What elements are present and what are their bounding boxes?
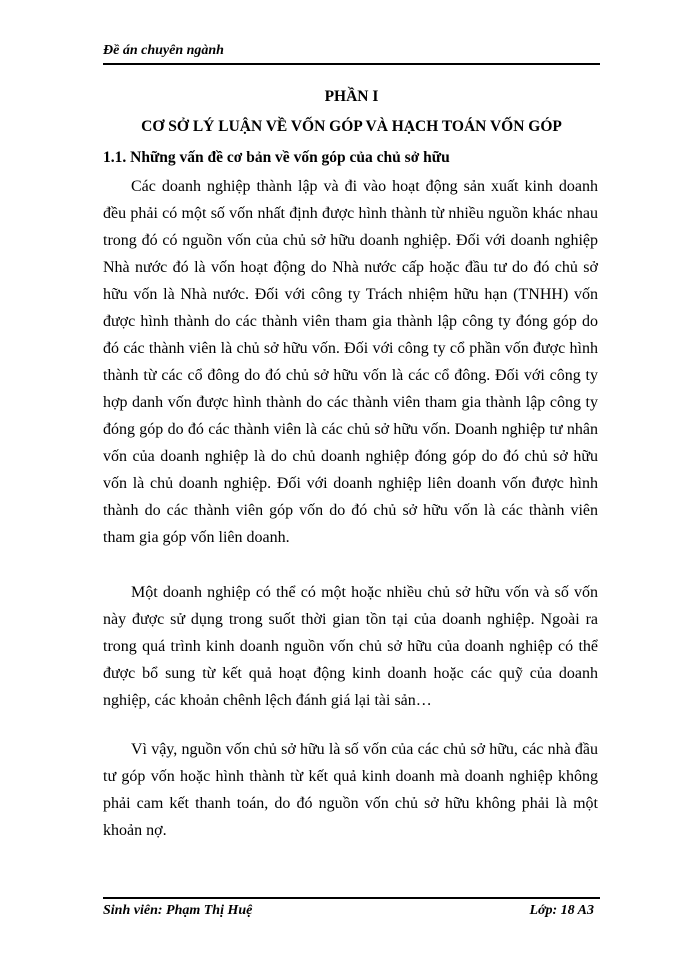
paragraph-owner-capital-sources: Các doanh nghiệp thành lập và đi vào hoạt động sản xuất kinh doanh đều phải có một số vốn nhất định được hình thành từ nhiều nguồn khác nhau trong đó có nguồn vốn của chủ sở hữu doanh nghiệp. Đối với doanh nghiệp Nhà nước đó là vốn hoạt động do Nhà nước cấp hoặc đầu tư do đó chủ sở hữu vốn là Nhà nước. Đối với công ty Trách nhiệm hữu hạn (TNHH) vốn được hình thành do các thành viên tham gia thành lập công ty đóng góp do đó các thành viên là chủ sở hữu vốn. Đối với công ty cổ phần vốn được hình thành từ các cổ đông do đó chủ sở hữu vốn là các cổ đông. Đối với công ty hợp danh vốn được hình thành do các thành viên tham gia thành lập công ty đóng góp do đó các thành viên là các chủ sở hữu vốn. Doanh nghiệp tư nhân vốn của doanh nghiệp là do chủ doanh nghiệp đóng góp do đó chủ sở hữu vốn là chủ doanh nghiệp. Đối với doanh nghiệp liên doanh vốn được hình thành do các thành viên góp vốn do đó chủ sở hữu vốn là các thành viên tham gia góp vốn liên doanh. bbox=[103, 178, 598, 546]
page-header: Đề án chuyên ngành bbox=[103, 43, 224, 58]
footer-class: Lớp: 18 A3 bbox=[529, 903, 594, 918]
footer-divider bbox=[103, 897, 600, 899]
paragraph-owner-count: Một doanh nghiệp có thể có một hoặc nhiều chủ sở hữu vốn và số vốn này được sử dụng trong suốt thời gian tồn tại của doanh nghiệp. Ngoài ra trong quá trình kinh doanh nguồn vốn chủ sở hữu của doanh nghiệp có thể được bổ sung từ kết quả hoạt động kinh doanh hoặc các quỹ của doanh nghiệp, các khoản chênh lệch đánh giá lại tài sản… bbox=[103, 584, 598, 709]
part-title: PHẦN I bbox=[324, 88, 379, 105]
section-heading: 1.1. Những vấn đề cơ bản về vốn góp của chủ sở hữu bbox=[103, 149, 450, 166]
footer-student-name: Sinh viên: Phạm Thị Huệ bbox=[103, 903, 253, 918]
paragraph-conclusion: Vì vậy, nguồn vốn chủ sở hữu là số vốn của các chủ sở hữu, các nhà đầu tư góp vốn hoặc hình thành từ kết quả kinh doanh mà doanh nghiệp không phải cam kết thanh toán, do đó nguồn vốn chủ sở hữu không phải là một khoản nợ. bbox=[103, 741, 598, 839]
header-divider bbox=[103, 63, 600, 65]
chapter-title: CƠ SỞ LÝ LUẬN VỀ VỐN GÓP VÀ HẠCH TOÁN VỐN GÓP bbox=[141, 118, 562, 135]
